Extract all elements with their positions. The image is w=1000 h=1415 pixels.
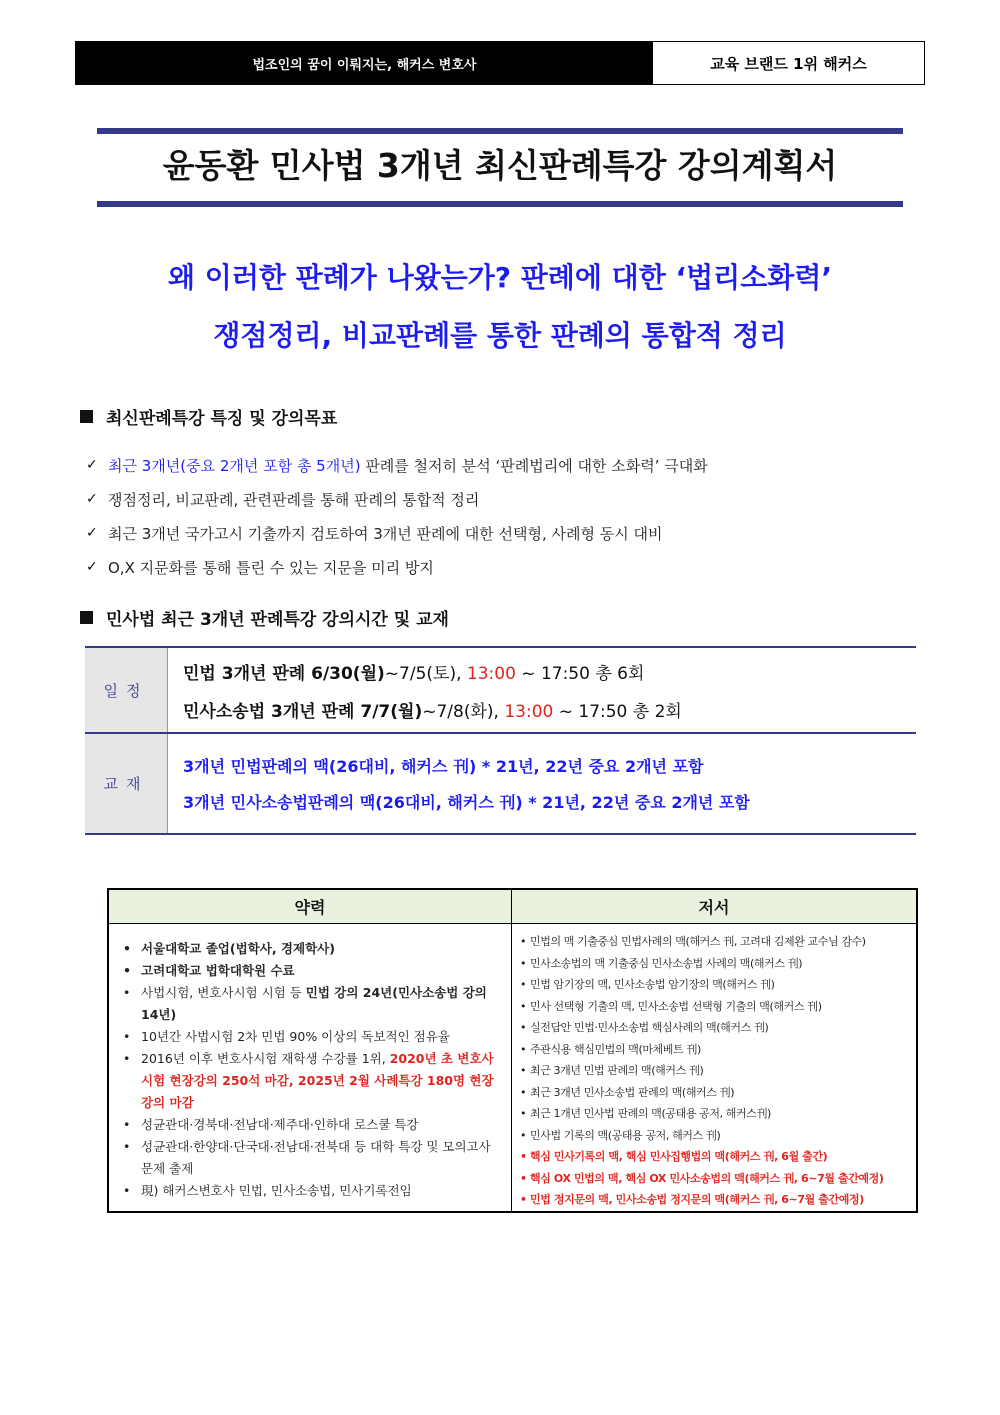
career-highlight: 2020년 초 변호사시험 현장강의 250석 마감, 2025년 2월 사례특강 180명 현장강의 마감 <box>141 1051 494 1110</box>
list-item: • 성균관대·경북대·전남대·제주대·인하대 로스쿨 특강 <box>117 1114 503 1136</box>
list-item <box>117 1048 503 1114</box>
schedule-table <box>85 646 916 835</box>
title-rule-top <box>97 128 903 134</box>
headline-2: 쟁점정리, 비교판례를 통한 판례의 통합적 정리 <box>213 319 787 352</box>
list-item: • 주관식용 핵심민법의 맥(마체베트 刊) <box>518 1039 910 1061</box>
end-and-count: ~ 17:50 총 6회 <box>515 663 645 684</box>
list-item: • 실전답안 민법·민사소송법 핵심사례의 맥(해커스 刊) <box>518 1017 910 1039</box>
feature-text: 최근 3개년 국가고시 기출까지 검토하여 3개년 판례에 대한 선택형, 사례형 동시 대비 <box>108 524 663 543</box>
textbook-row <box>85 732 916 833</box>
list-item <box>86 448 906 482</box>
schedule-line-procedure <box>183 697 916 722</box>
profile-body <box>109 924 916 1211</box>
list-item: • 민법 암기장의 맥, 민사소송법 암기장의 맥(해커스 刊) <box>518 974 910 996</box>
textbook-body <box>168 734 916 833</box>
feature-text: O,X 지문화를 통해 틀린 수 있는 지문을 미리 방지 <box>108 558 434 577</box>
section-heading-features <box>80 404 337 429</box>
profile-header <box>109 890 916 924</box>
list-item: • 최근 1개년 민사법 판례의 맥(공태용 공저, 해커스刊) <box>518 1103 910 1125</box>
start-time: 13:00 <box>504 701 554 722</box>
list-item: • 성균관대·한양대·단국대·전남대·전북대 등 대학 특강 및 모의고사 문제 출제 <box>117 1136 503 1180</box>
date-range: ~7/5(토), <box>384 663 467 684</box>
textbook-label: 교재 <box>85 734 168 833</box>
textbook-procedure: 3개년 민사소송법판례의 맥(26대비, 해커스 刊) * 21년, 22년 중요 2개년 포함 <box>183 793 750 812</box>
title-rule-bottom <box>97 201 903 207</box>
list-item: • 10년간 사법시험 2차 민법 90% 이상의 독보적인 점유율 <box>117 1026 503 1048</box>
list-item: • 민사 선택형 기출의 맥, 민사소송법 선택형 기출의 맥(해커스 刊) <box>518 996 910 1018</box>
books-list <box>518 931 910 1211</box>
headline-1: 왜 이러한 판례가 나왔는가? 판례에 대한 ‘법리소화력’ <box>167 261 832 294</box>
schedule-line-civil <box>183 659 916 684</box>
brand-tagline: 교육 브랜드 1위 해커스 <box>710 54 867 73</box>
start-time: 13:00 <box>466 663 516 684</box>
list-item: • 민사소송법의 맥 기출중심 민사소송법 사례의 맥(해커스 刊) <box>518 953 910 975</box>
square-bullet-icon <box>80 611 93 624</box>
schedule-row <box>85 648 916 732</box>
books-column <box>512 924 916 1211</box>
feature-highlight: 최근 3개년(중요 2개년 포함 총 5개년) <box>108 456 361 475</box>
list-item: • 민법 정지문의 맥, 민사소송법 정지문의 맥(해커스 刊, 6~7월 출간예정) <box>518 1189 910 1211</box>
career-list <box>117 938 503 1202</box>
top-banner <box>75 41 925 85</box>
check-icon: ✓ <box>86 559 98 575</box>
check-icon: ✓ <box>86 457 98 473</box>
books-header: 저서 <box>698 898 730 917</box>
career-text: 사법시험, 변호사시험 시험 등 <box>141 985 306 1000</box>
document-title: 윤동환 민사법 3개년 최신판례특강 강의계획서 <box>162 146 838 185</box>
career-emphasis: 민법 강의 24년(민사소송법 강의 14년) <box>141 985 487 1022</box>
list-item: • 現) 해커스변호사 민법, 민사소송법, 민사기록전임 <box>117 1180 503 1202</box>
section-heading-text: 민사법 최근 3개년 판례특강 강의시간 및 교재 <box>106 610 449 630</box>
list-item: • 서울대학교 졸업(법학사, 경제학사) <box>117 938 503 960</box>
career-header: 약력 <box>109 890 512 923</box>
list-item: • 최근 3개년 민법 판례의 맥(해커스 刊) <box>518 1060 910 1082</box>
section-heading-schedule <box>80 605 449 630</box>
list-item: • 민법의 맥 기출중심 민법사례의 맥(해커스 刊, 고려대 김제완 교수님 감수) <box>518 931 910 953</box>
list-item <box>86 550 906 584</box>
check-icon: ✓ <box>86 491 98 507</box>
list-item <box>86 516 906 550</box>
career-text: 2016년 이후 변호사시험 재학생 수강률 1위, <box>141 1051 390 1066</box>
schedule-label: 일정 <box>85 648 168 732</box>
list-item <box>117 982 503 1026</box>
check-icon: ✓ <box>86 525 98 541</box>
textbook-civil: 3개년 민법판례의 맥(26대비, 해커스 刊) * 21년, 22년 중요 2개년 포함 <box>183 757 704 776</box>
list-item: • 최근 3개년 민사소송법 판례의 맥(해커스 刊) <box>518 1082 910 1104</box>
feature-text: 판례를 철저히 분석 ‘판례법리에 대한 소화력’ 극대화 <box>360 456 708 475</box>
section-heading-text: 최신판례특강 특징 및 강의목표 <box>106 409 338 429</box>
list-item: • 핵심 민사기록의 맥, 핵심 민사집행법의 맥(해커스 刊, 6월 출간) <box>518 1146 910 1168</box>
career-column <box>109 924 512 1211</box>
course-name: 민사소송법 3개년 판례 7/7(월) <box>183 701 423 722</box>
square-bullet-icon <box>80 410 93 423</box>
list-item: • 민사법 기록의 맥(공태용 공저, 해커스 刊) <box>518 1125 910 1147</box>
end-and-count: ~ 17:50 총 2회 <box>553 701 682 722</box>
list-item: • 고려대학교 법학대학원 수료 <box>117 960 503 982</box>
list-item: • 핵심 OX 민법의 맥, 핵심 OX 민사소송법의 맥(해커스 刊, 6~7월 출간예정) <box>518 1168 910 1190</box>
date-range: ~7/8(화), <box>422 701 505 722</box>
course-name: 민법 3개년 판례 6/30(월) <box>183 663 385 684</box>
profile-table <box>107 888 918 1213</box>
feature-text: 쟁점정리, 비교판례, 관련판례를 통해 판례의 통합적 정리 <box>108 490 480 509</box>
schedule-body <box>168 648 916 732</box>
list-item <box>86 482 906 516</box>
feature-list <box>86 448 906 584</box>
slogan: 법조인의 꿈이 이뤄지는, 해커스 변호사 <box>76 42 653 84</box>
